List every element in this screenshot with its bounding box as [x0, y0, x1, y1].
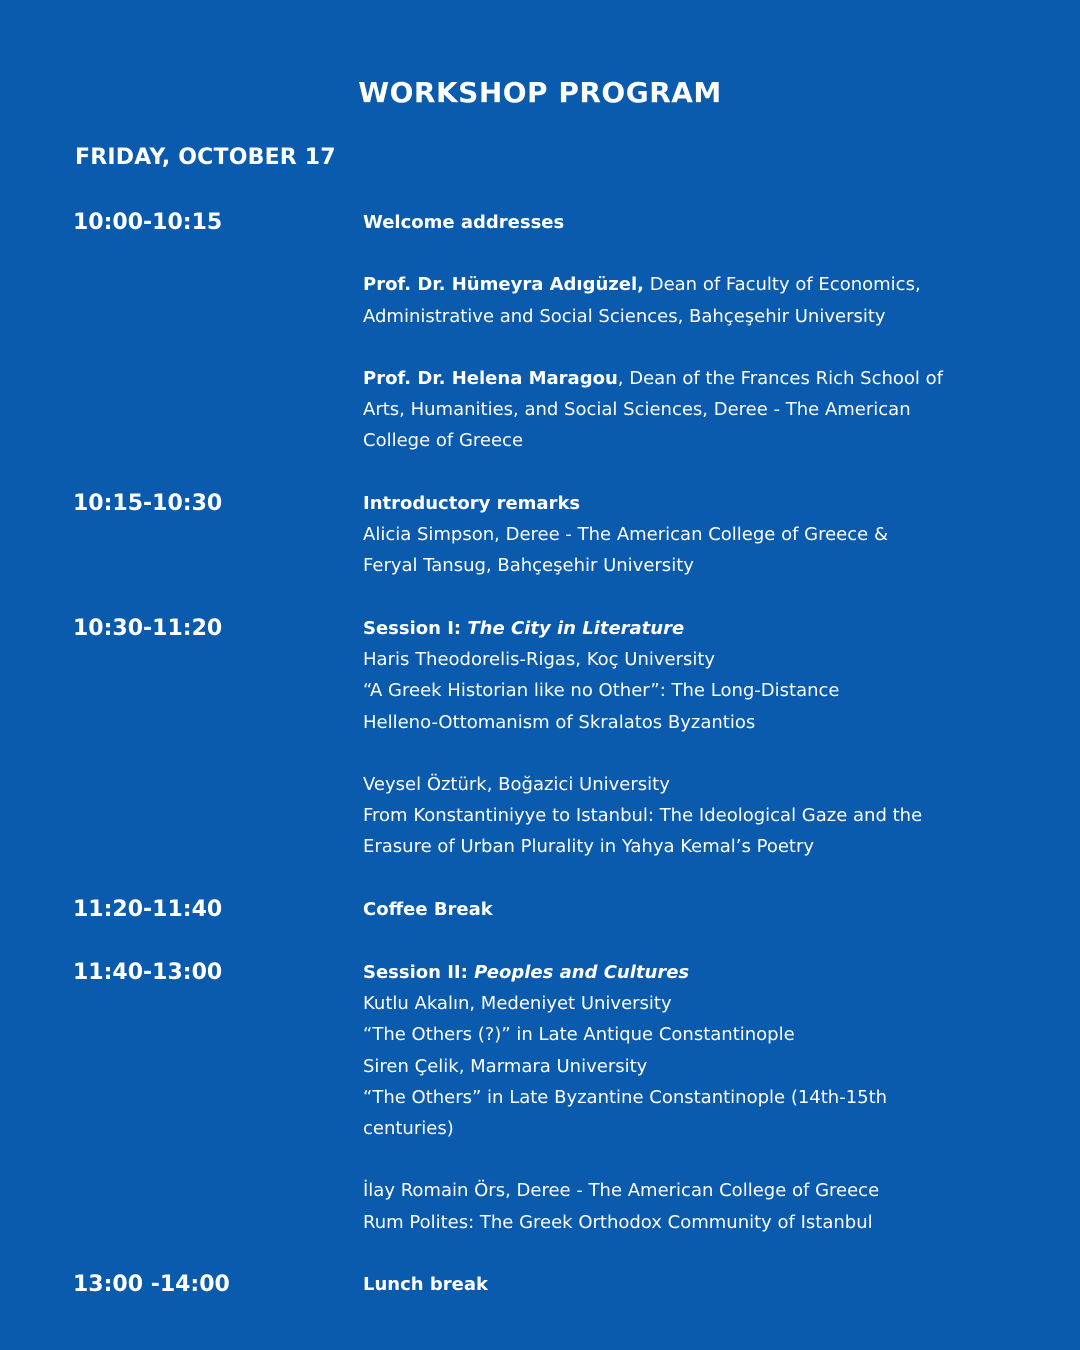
talk-title: “A Greek Historian like no Other”: The Long-Distance: [363, 680, 840, 702]
talk-title-cont: Erasure of Urban Plurality in Yahya Kemal’s Poetry: [363, 836, 815, 858]
page-title: WORKSHOP PROGRAM: [358, 76, 722, 109]
speaker-affiliation-cont: Administrative and Social Sciences, Bahçeşehir University: [363, 305, 886, 327]
speaker-line: Alicia Simpson, Deree - The American College of Greece &: [363, 524, 888, 546]
talk-title: “The Others” in Late Byzantine Constantinople (14th-15th: [363, 1086, 888, 1108]
time-slot: 10:00-10:15: [73, 210, 223, 235]
speaker-affiliation: , Dean of the Frances Rich School of: [617, 367, 943, 389]
session-content: [363, 894, 1033, 925]
speaker-line: Siren Çelik, Marmara University: [363, 1055, 648, 1077]
talk-title: From Konstantiniyye to Istanbul: The Ideological Gaze and the: [363, 805, 923, 827]
time-slot: 11:20-11:40: [73, 897, 223, 922]
speaker-name: Prof. Dr. Helena Maragou: [363, 367, 618, 389]
speaker-name: Prof. Dr. Hümeyra Adıgüzel,: [363, 274, 644, 296]
time-slot: 13:00 -14:00: [73, 1272, 230, 1297]
time-slot: 10:30-11:20: [73, 616, 223, 641]
session-heading: Welcome addresses: [363, 212, 565, 233]
talk-title: “The Others (?)” in Late Antique Constantinople: [363, 1024, 795, 1046]
speaker-line: Haris Theodorelis-Rigas, Koç University: [363, 649, 716, 671]
speaker-line: Kutlu Akalın, Medeniyet University: [363, 993, 672, 1015]
session-label: Session II:: [363, 962, 475, 983]
time-slot: 11:40-13:00: [73, 960, 223, 985]
speaker-entry: [363, 269, 1033, 300]
session-heading: Introductory remarks: [363, 493, 581, 514]
speaker-line: Feryal Tansug, Bahçeşehir University: [363, 555, 694, 577]
session-title: Peoples and Cultures: [474, 962, 690, 983]
session-content: [363, 1269, 1033, 1300]
session-content: [363, 207, 1033, 457]
talk-title: Rum Polites: The Greek Orthodox Community of Istanbul: [363, 1211, 873, 1233]
session-content: [363, 613, 1033, 863]
speaker-entry: [363, 363, 1033, 394]
session-heading: Coffee Break: [363, 899, 493, 920]
session-heading: [363, 957, 1033, 988]
talk-title-cont: centuries): [363, 1118, 454, 1140]
speaker-affiliation-cont: College of Greece: [363, 430, 524, 452]
speaker-line: İlay Romain Örs, Deree - The American College of Greece: [363, 1180, 880, 1202]
session-label: Session I:: [363, 618, 468, 639]
session-title: The City in Literature: [467, 618, 685, 639]
session-heading: [363, 613, 1033, 644]
time-slot: 10:15-10:30: [73, 491, 223, 516]
day-heading: FRIDAY, OCTOBER 17: [75, 145, 336, 170]
speaker-line: Veysel Öztürk, Boğazici University: [363, 774, 670, 795]
speaker-affiliation: Dean of Faculty of Economics,: [644, 274, 921, 296]
session-content: [363, 488, 1033, 582]
session-content: [363, 957, 1033, 1238]
session-heading: Lunch break: [363, 1274, 488, 1295]
speaker-affiliation-cont: Arts, Humanities, and Social Sciences, Deree - The American: [363, 399, 911, 421]
talk-title-cont: Helleno-Ottomanism of Skralatos Byzantios: [363, 711, 756, 733]
